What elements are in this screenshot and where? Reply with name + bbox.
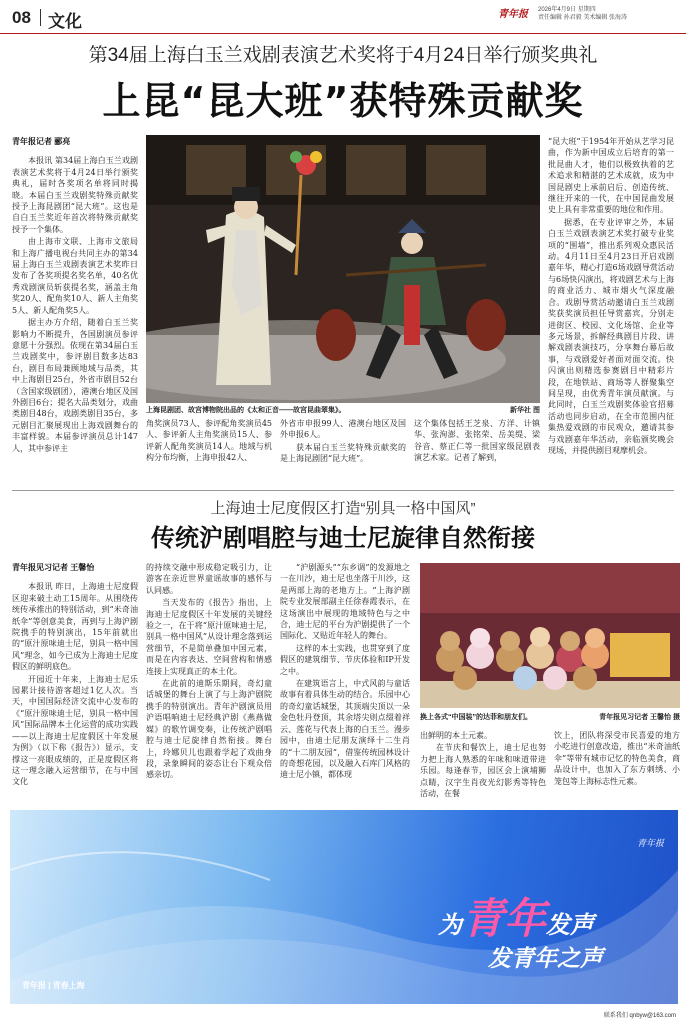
story2-paragraph: 这样的本土实践，也贯穿到了度假区的建筑细节、节庆体验和IP开发之中。 (280, 643, 410, 676)
banner-slogan-line1 (438, 886, 594, 946)
banner-slogan-suffix: 发声 (546, 911, 595, 939)
story2-paragraph: 饮上，团队将深受市民喜爱的地方小吃进行创意改造，推出“米奇油纸伞”等带有城市记忆的特色美食，商品设计中，也加入了东方刺绣、小笼包等上海标志性元素。 (554, 731, 680, 786)
story2-paragraph: “沪剧源头”“东乡调”的发源地之一在川沙，迪士尼也坐落于川沙，这是两部上海的老地方上。“上海沪剧院专业发展部副主任徐春霞表示，在这场演出中展现的地域特色与之中合，迪士尼的平台为沪剧提供了一个国际化、又贴近年轻人的舞台。 (280, 563, 410, 641)
banner-slogan-prefix: 为 (438, 911, 462, 939)
banner-corner-logo: 青年报 (636, 839, 664, 849)
story2-paragraph: 本报讯 昨日，上海迪士尼度假区迎来破土动工15周年。从围绕传统传承推出的特别活动，到“米奇油纸伞”等创意美食，再到与上海沪剧院携手的特别演出，15年前就出的“原汁原味迪士尼，别具一格中国风”理念，如今已成为上海迪士尼度假区的鲜明底色。 (12, 582, 138, 672)
banner-logos: 青年报 | 青春上海 (22, 981, 85, 990)
story2-caption-text: 换上各式“中国装”的达菲和朋友们。 (420, 714, 532, 721)
story2-headline[interactable]: 传统沪剧唱腔与迪士尼旋律自然衔接 (151, 524, 535, 552)
story2-column-2 (146, 562, 272, 782)
header-meta (538, 6, 678, 22)
story1-paragraph: 由上海市文联、上海市文旅局和上海广播电视台共同主办的第34届上海白玉兰戏剧表演艺术奖昨日发布了各奖项提名奖名单，40名优秀戏剧演员斩获提名奖，涵盖主角奖20人、配角奖10人、新人主角奖5人、新人配角奖5人。 (12, 237, 138, 315)
story1-paragraph: 外省市申报99人、港澳台地区及国外申报6人。 (280, 419, 406, 440)
story1-caption (146, 405, 540, 415)
footer-contact[interactable]: 联系我们 qnbyw@163.com (603, 1013, 676, 1019)
story2-column-4 (420, 730, 546, 800)
story2-paragraph: 在建筑语言上，中式风韵与童话故事有着具体生动的结合。乐园中心的奇幻童话城堡，其顶端尖顶以一朵金色牡丹登顶，其余塔尖则点缀着祥云、莲花与代表上海的白玉兰。漫步园中，由迪士尼朋友演绎十二生肖的“十二朋友园”，借鉴传统园林设计的奇想花园，以及融入石库门风格的迪士尼小镇，都体现 (280, 679, 410, 780)
story1-byline: 青年报记者 郦亮 (12, 137, 71, 146)
story1-paragraph: “昆大班”于1954年开始从艺学习昆曲，作为新中国成立后培育的第一批昆曲人才，他们以极致执着的艺术追求和精湛的艺术成就，成为中国昆剧史上承前启后、创造传统、继往开来的一代，在中国昆曲发展史上具有非常重要的地位和作用。 (548, 137, 674, 215)
duffy-plush-illustration (420, 563, 680, 708)
story1-paragraph: 获本届白玉兰奖特殊贡献奖的是上海昆剧团“昆大班”。 (280, 442, 406, 464)
story2-paragraph: 在节庆和餐饮上，迪士尼也努力把上海人熟悉的年味和味道带进乐园。每逢春节，园区会上演埔狮点睛，汉字生肖夜光幻影秀等特色活动，在餐 (420, 743, 546, 799)
story2-column-5 (554, 730, 680, 788)
editor-credits: 责任编辑 孙君毅 美术编辑 张海涛 (538, 15, 628, 21)
issue-date: 2026年4月9日 星期四 (538, 7, 596, 13)
story2-kicker: 上海迪士尼度假区打造“别具一格中国风” (210, 500, 476, 517)
story1-photo-kunqu-performance[interactable] (146, 135, 540, 403)
story1-paragraph: 据主办方介绍，随着白玉兰奖影响力不断提升，各国剧演员参评意愿十分强烈。依现在第34届白玉兰戏剧奖中，参评剧目数多达83台，剧目布局兼顾地域与品类，其中上海剧目25台，外省市剧目52台（含国家级剧团），港澳台地区及国外剧目6台；提名大品类划分，戏曲类剧目48台，戏剧类剧目35台，多元剧目汇聚展现出上海戏剧舞台的丰富样貌。本届参评演员总计147人，其中参评主 (12, 318, 138, 453)
story1-column-2 (146, 418, 272, 465)
story1-paragraph: 本报讯 第34届上海白玉兰戏剧表演艺术奖将于4月24日举行颁奖典礼，届时各奖项名单将同时揭晓。本届白玉兰戏剧奖特殊贡献奖授予上海昆剧团“昆大班”。这也是自白玉兰奖近年首次将特殊贡献奖授予一个集体。 (12, 156, 138, 234)
story2-paragraph: 开园近十年来，上海迪士尼乐园累计接待游客超过1亿人次。当天，中国国际经济交流中心发布的《“原汁原味迪士尼，别具一格中国风”国际品牌本土化运营的成功实践——以上海迪士尼度假区十年发展为例》（以下称《报告》）显示，支撑这一亮眼成绩的，正是度假区将这一理念融入运营细节，在与中国文化 (12, 674, 138, 787)
story1-photo-credit: 新华社 图 (510, 407, 540, 414)
story1-column-5 (548, 136, 674, 457)
story2-column-1 (12, 562, 138, 789)
masthead-logo: 青年报 (498, 9, 528, 20)
story2-paragraph: 当天发布的《报告》指出，上海迪士尼度假区十年发展的关键经验之一，在于将“原汁原味迪士尼，别具一格中国风”从设计理念落到运营细节，不是简单叠加中国元素，而是在内容表达、空间营构和情感连接上实现真正的本土化。 (146, 598, 272, 676)
story2-caption (420, 712, 680, 722)
header-divider (40, 9, 41, 26)
page-number: 08 (12, 8, 31, 27)
story2-paragraph: 在此前的迪斯乐期间，奇幻童话城堡的舞台上演了与上海沪剧院携手的特别演出。青年沪剧演员用沪语唱响迪士尼经典沪剧《燕燕做媒》的歌竹调变奏，让传统沪剧唱腔与迪士尼旋律自然衔接。舞台上，玲娜贝儿也跟着学起了戏曲身段，录象瞬间的姿态让台下观众倍感亲切。 (146, 679, 272, 780)
story2-byline: 青年报见习记者 王馨怡 (12, 563, 95, 572)
page-header (0, 0, 686, 34)
story2-column-3 (280, 562, 410, 782)
story1-paragraph: 角奖演员73人、参评配角奖演员45人、参评新人主角奖演员15人、参评新人配角奖演员14人。地域与机构分布均衡，上海申报42人、 (146, 419, 272, 463)
story2-photo-credit: 青年报见习记者 王馨怡 摄 (599, 714, 680, 721)
story-divider (12, 490, 674, 491)
story1-paragraph: 这个集体包括王芝泉、方洋、计镇华、张洵澎、张铭荣、岳美缇、梁谷音、蔡正仁等一批国家级昆剧表演艺术家。记者了解到， (414, 419, 540, 463)
story1-column-3 (280, 418, 406, 466)
story1-paragraph: 据悉，在专业评审之外，本届白玉兰戏剧表演艺术奖打破专业奖项的“围墙”，推出系列观众惠民活动。4月11日至4月23日开启戏剧嘉年华，精心打造6场戏剧导赏活动与6场快闪演出，将戏剧艺术与上海的商业活力、城市烟火气深度融合。戏剧导赏活动邀请白玉兰戏剧奖获奖演员担任导赏嘉宾，分别走进街区、校园、文化场馆、企业等多元场景，拆解经典剧目片段、讲解戏剧表演技巧，分享舞台幕后故事，与戏剧爱好者面对面交流。快闪演出则精选参赛剧目中精彩片段，在地铁站、商场等人群聚集空间呈现，由优秀青年演员献演。与此同时，白玉兰戏剧奖体验官招募活动也同步启动，在全市范围内征集热爱戏剧的市民观众，邀请其参与戏剧嘉年华活动，亲临颁奖晚会现场，并提供剧目观摩机会。 (548, 217, 674, 455)
kunqu-stage-illustration (146, 135, 540, 403)
section-name: 文化 (48, 12, 82, 32)
story1-headline[interactable]: 上昆“昆大班”获特殊贡献奖 (102, 79, 584, 123)
story1-column-4 (414, 418, 540, 465)
youth-voice-banner[interactable] (10, 810, 678, 1004)
banner-slogan-line2: 发青年之声 (488, 946, 603, 972)
banner-slogan-highlight: 青年 (462, 894, 547, 943)
story1-column-1 (12, 136, 138, 455)
story2-photo-duffy-friends[interactable] (420, 563, 680, 708)
story2-paragraph: 的持续交融中形成稳定吸引力，让游客在亲近世界童谣故事的感怀与认同感。 (146, 563, 272, 595)
story2-paragraph: 出鲜明的本土元素。 (420, 731, 492, 740)
story1-caption-text: 上海昆剧团、故宫博物院出品的《太和正音——故宫昆曲翠集》。 (146, 407, 346, 414)
story1-kicker: 第34届上海白玉兰戏剧表演艺术奖将于4月24日举行颁奖典礼 (88, 45, 598, 66)
